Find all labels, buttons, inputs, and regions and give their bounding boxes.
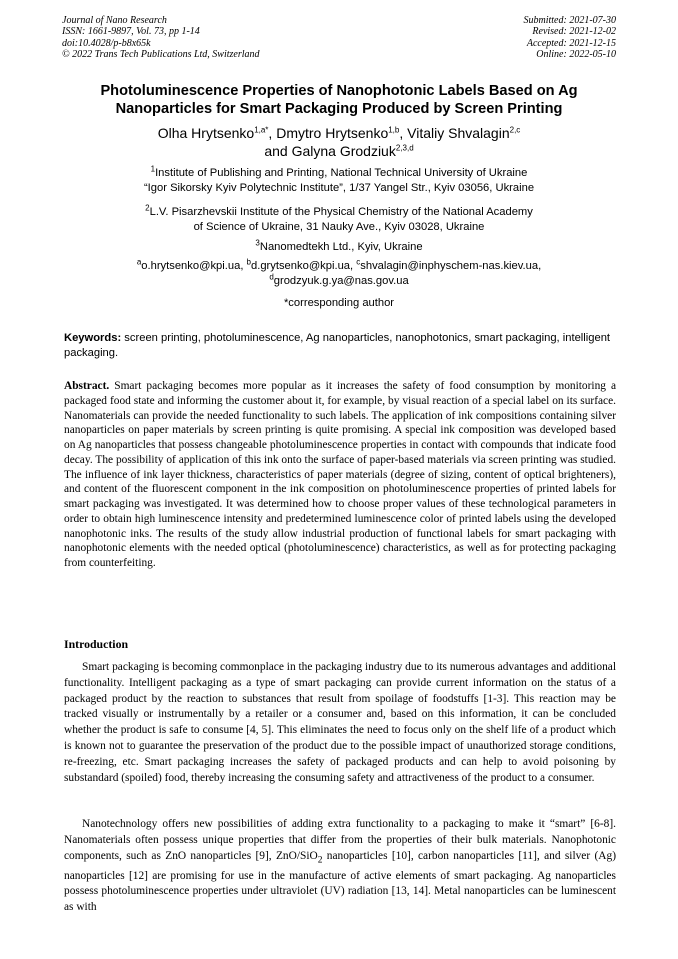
affiliation-3 [62,240,616,255]
paper-title: Photoluminescence Properties of Nanophotonic Labels Based on Ag Nanoparticles for Smart Packaging Produced by Screen Printing [100,83,578,117]
author-separator: , [268,125,277,141]
journal-issn: ISSN: 1661-9897, Vol. 73, pp 1-14 [62,26,200,38]
keywords-label: Keywords: [64,332,122,344]
journal-info [62,15,260,60]
date-submitted: Submitted: 2021-07-30 [523,15,616,26]
intro-paragraph-1: Smart packaging is becoming commonplace in the packaging industry due to its numerous advantages and additional functionality. Intelligent packaging as a type of smart packaging can provide current information on the status of a packaged product by the reaction to substances that result from spoilage of foodstuffs [1-3]. This reaction may be tracked visually or instrumentally by a retailer or a consumer and, based on this information, it can be concluded whether the product is safe to consume [4, 5]. This eliminates the need to focus only on the shelf life of a product which is known not to guarantee the preservation of the product due to the possible impact of unauthorized storage conditions, re-freezing, etc. Smart packaging increases the safety of packaged products and can help to avoid poisoning by substandard (spoiled) food, thereby increasing the consuming safety and attractiveness of the product to a consumer. [64,661,616,784]
affiliation-mark: 3 [255,238,260,248]
author-list [62,124,616,160]
paragraph-text: nanoparticles [10], carbon nanoparticles [11], and silver (Ag) nanoparticles [12] are promising for use in the manufacture of active elements of smart packaging. Ag nanoparticles possess photoluminescence properties under ultraviolet (UV) radiation [13, 14]. Metal nanoparticles can be luminescent as with [64,849,616,914]
author-separator: and [264,143,292,159]
affiliation-mark: 1 [150,164,156,174]
author-affiliation-mark: 1,b [388,125,400,135]
corresponding-author-note: *corresponding author [283,297,395,309]
date-accepted: Accepted: 2021-12-15 [526,37,616,49]
affiliation-line: “Igor Sikorsky Kyiv Polytechnic Institute”, 1/37 Yangel Str., Kyiv 03056, Ukraine [143,182,535,194]
email-address[interactable]: shvalagin@inphyschem-nas.kiev.ua [360,260,539,272]
abstract [64,379,616,571]
author-affiliation-mark: 2,c [509,125,521,135]
email-list: $^a$o.hrytsenko@kpi.ua, $^b$d.grytsenko@kpi.ua, $^c$shvalagin@inphyschem-nas.kiev.ua, $^d$grodzyuk.g.ya@nas.gov.ua [136,257,542,287]
author-name: Vitaliy Shvalagin [407,125,510,141]
subscript: 2 [317,854,323,865]
journal-copyright: © 2022 Trans Tech Publications Ltd, Switzerland [62,48,260,60]
affiliation-line: of Science of Ukraine, 31 Nauky Ave., Kyiv 03028, Ukraine [193,221,485,233]
email-mark: c [356,257,361,267]
keywords-text: screen printing, photoluminescence, Ag nanoparticles, nanophotonics, smart packaging, intelligent packaging. [64,332,611,359]
date-online: Online: 2022-05-10 [536,48,616,60]
affiliation-line: Institute of Publishing and Printing, National Technical University of Ukraine [155,167,528,179]
keywords [64,331,616,360]
author-affiliation-mark: 2,3,d [395,143,414,153]
section-heading-introduction: Introduction [64,637,129,651]
email-mark: d [269,272,274,282]
author-name: Dmytro Hrytsenko [276,125,389,141]
author-name: Olha Hrytsenko [157,125,255,141]
affiliation-line: L.V. Pisarzhevskii Institute of the Physical Chemistry of the National Academy [149,206,533,218]
abstract-text: Smart packaging becomes more popular as it increases the safety of food consumption by monitoring a packaged food state and informing the customer about it, for example, by visual reaction of a special label on its surface. Nanomaterials can provide the needed functionality to such labels. The application of ink compositions containing silver nanoparticles on paper materials by screen printing is quite promising. A special ink composition was developed based on Ag nanoparticles that possess changeable photoluminescence properties in contact with compounds that indicate food decay. The possibility of application of this ink onto the surface of paper-based materials via screen printing was studied. The influence of ink layer thickness, characteristics of paper materials (degree of sizing, content of optical brighteners), and content of the fluorescent component in the ink composition on photoluminescence properties of printed labels for smart packaging was investigated. It was determined how to choose proper values of these technological parameters in order to obtain high luminescence intensity and predetermined luminescence color of printed labels using the developed nanophotonic inks. The results of the study allow industrial production of functional labels for smart packaging with nanophotonic elements with the needed optical (photoluminescence) characteristics, as well as for protecting packaging from counterfeiting. [64,380,616,569]
affiliation-1 [62,166,616,196]
author-affiliation-mark: 1,a* [254,125,269,135]
paragraph-text: Nanotechnology offers new possibilities of adding extra functionality to a packaging to make it “smart” [6-8]. Nanomaterials often possess unique properties that differ from the properties of their bulk materials. Nanophotonic components, such as ZnO nanoparticles [9], ZnO/SiO [64,818,616,862]
author-separator: , [399,125,408,141]
email-address[interactable]: d.grytsenko@kpi.ua [250,260,351,272]
email-mark: a [136,257,142,267]
abstract-label: Abstract. [64,380,110,392]
affiliation-line: Nanomedtekh Ltd., Kyiv, Ukraine [259,241,423,253]
date-revised: Revised: 2021-12-02 [532,26,616,38]
email-address[interactable]: o.hrytsenko@kpi.ua [141,260,241,272]
email-mark: b [246,257,251,267]
email-address[interactable]: grodzyuk.g.ya@nas.gov.ua [273,275,409,287]
author-name: Galyna Grodziuk [291,143,396,159]
intro-paragraph-2 [64,817,616,916]
affiliation-mark: 2 [145,203,150,213]
submission-dates [524,15,617,60]
journal-name: Journal of Nano Research [62,15,167,26]
journal-doi: doi:10.4028/p-b8x65k [62,37,151,49]
affiliation-2 [62,205,616,235]
